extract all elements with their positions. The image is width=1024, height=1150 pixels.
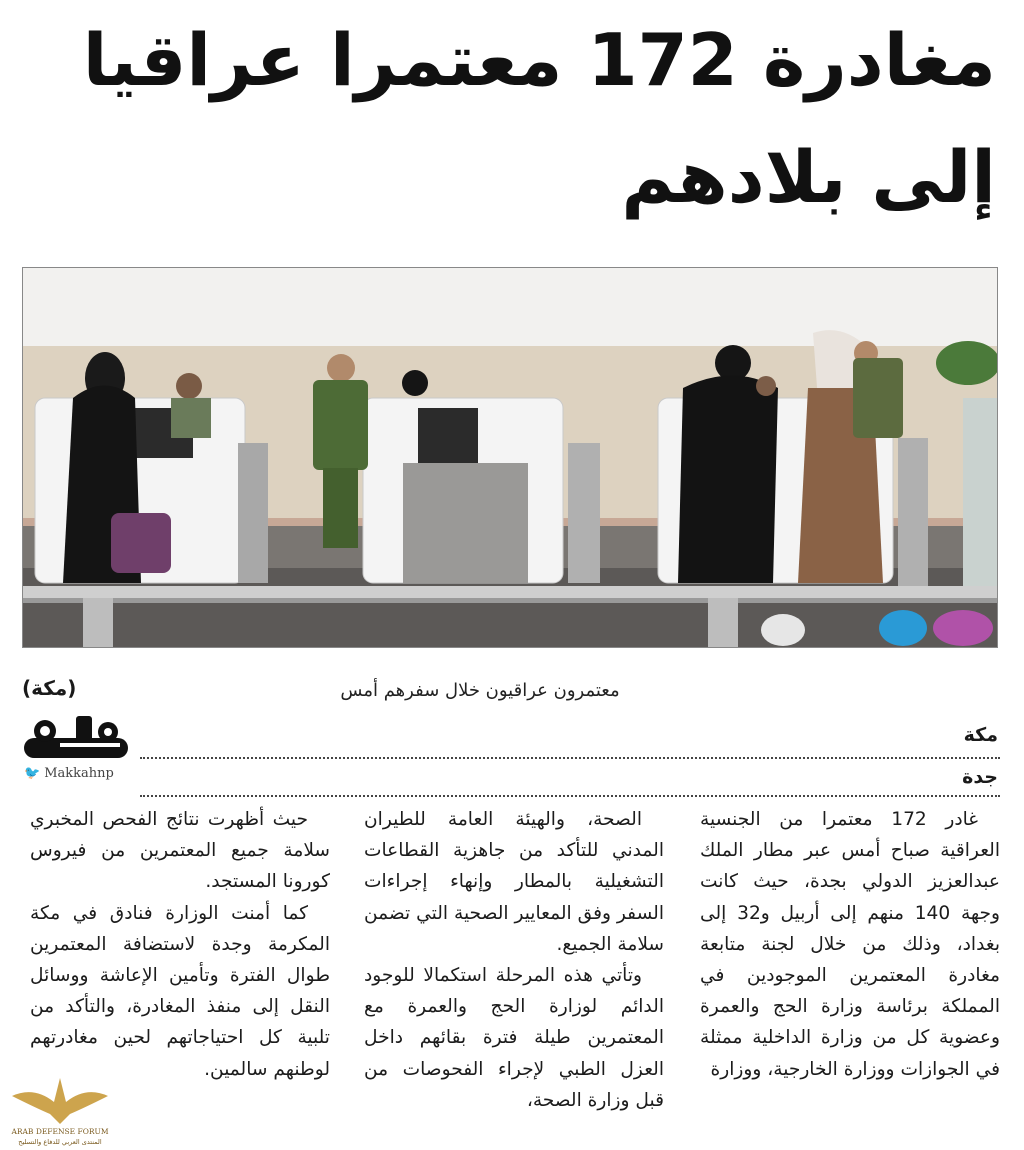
- article-column-1: [700, 804, 1000, 1144]
- article-column-2: [364, 804, 664, 1144]
- byline-location: جدة: [962, 766, 998, 788]
- svg-text:المنتدى العربي للدفاع والتسليح: المنتدى العربي للدفاع والتسليح: [18, 1138, 102, 1146]
- twitter-bird-icon: 🐦: [24, 766, 41, 781]
- byline-source: مكة: [963, 724, 998, 746]
- article-paragraph: وتأتي هذه المرحلة استكمالا للوجود الدائم لوزارة الحج والعمرة مع المعتمرين طيلة فترة بقائهم داخل العزل الطبي لإجراء الفحوصات من قبل وزارة الصحة،: [364, 965, 664, 1111]
- headline-line-1: مغادرة 172 معتمرا عراقيا: [82, 18, 996, 102]
- dotted-divider: [140, 795, 1000, 797]
- twitter-handle: [24, 766, 114, 781]
- arab-defense-forum-watermark: [4, 1068, 116, 1146]
- svg-text:ARAB DEFENSE FORUM: ARAB DEFENSE FORUM: [11, 1127, 109, 1136]
- news-photo: [22, 267, 998, 648]
- headline-line-2: إلى بلادهم: [621, 135, 996, 219]
- twitter-handle-text: Makkahnp: [44, 766, 114, 781]
- article-paragraph: الصحة، والهيئة العامة للطيران المدني للتأكد من جاهزية القطاعات التشغيلية بالمطار وإنهاء إجراءات السفر وفق المعايير الصحية التي تضمن سلامة الجميع.: [364, 809, 664, 955]
- makkah-logo: [20, 712, 132, 764]
- article-paragraph: كما أمنت الوزارة فنادق في مكة المكرمة وجدة لاستضافة المعتمرين طوال الفترة وتأمين الإعاشة ووسائل النقل إلى منفذ المغادرة، والتأكد من تلبية كل احتياجاتهم لحين مغادرتهم لوطنهم سالمين.: [30, 902, 330, 1080]
- photo-credit: (مكة): [22, 676, 77, 700]
- dotted-divider: [140, 757, 1000, 759]
- article-paragraph: حيث أظهرت نتائج الفحص المخبري سلامة جميع المعتمرين من فيروس كورونا المستجد.: [30, 809, 330, 893]
- article-paragraph: غادر 172 معتمرا من الجنسية العراقية صباح أمس عبر مطار الملك عبدالعزيز الدولي بجدة، حيث كانت وجهة 140 منهم إلى أربيل و32 إلى بغداد، وذلك من خلال لجنة متابعة مغادرة المعتمرين الموجودين في المملكة برئاسة وزارة الحج والعمرة وعضوية كل من وزارة الداخلية ممثلة في الجوازات ووزارة الخارجية، ووزارة: [700, 809, 1000, 1080]
- photo-caption: معتمرون عراقيون خلال سفرهم أمس: [340, 680, 620, 701]
